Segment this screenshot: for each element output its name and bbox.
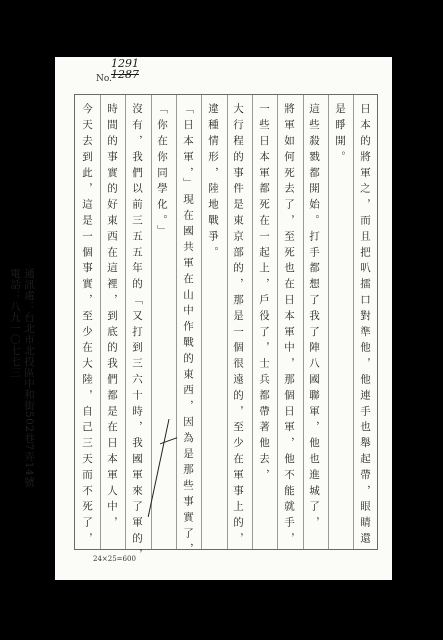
grid-column-line [328,95,329,549]
grid-column-line [277,95,278,549]
grid-column-line [252,95,253,549]
manuscript-column: 今天去到此，這是一個事實，至少在大陸，自己三天而不死了， [81,103,93,549]
manuscript-sheet [55,57,392,580]
page-number-struck: 1287 [111,68,139,81]
grid-column-line [227,95,228,549]
grid-column-line [151,95,152,549]
manuscript-column: 時間的事實的好東西在這裡，到底的我們都是在日本軍人中， [106,103,118,533]
grid-column-line [125,95,126,549]
manuscript-column: 大行程的事件是東京部的，那是一個很遠的，至少在軍事上的， [232,103,244,549]
manuscript-column: 「日本軍，」現在國共軍在山中作戰的東西，因為是那些事實了， [182,103,194,559]
manuscript-column: 是睜開。 [334,103,346,167]
manuscript-column: 將軍如何死去了，至死也在日本軍中，那個日軍，他不能就手， [283,103,295,549]
manuscript-column: 「你在你同學化。」 [156,103,168,241]
manuscript-column: 一些日本軍都死在一起上，戶役了，士兵都帶著他去， [258,103,270,485]
grid-column-line [201,95,202,549]
page-number-handwritten [111,58,139,80]
margin-phone: 電話：八九一〇七七三 [9,268,21,378]
grid-size-note: 24×25=600 [93,555,136,563]
page-number-current: 1291 [111,57,139,70]
grid-column-line [176,95,177,549]
manuscript-column: 這些殺戮都開始。打手都想了我了陣八國聯軍，他也進城了， [308,103,320,533]
page-number-label: No. [96,74,112,84]
grid-column-line [353,95,354,549]
manuscript-column: 違種情形，陸地戰爭。 [207,103,219,262]
grid-column-line [303,95,304,549]
handwritten-insertion-mark [148,419,180,519]
margin-address: 通訊處：台北市北投區中和街502巷7弄14號 [23,268,35,488]
manuscript-column: 日本的將軍之，而且把叭擂口對準他，他連手也舉起帶，眼睛還 [359,103,371,549]
grid-column-line [100,95,101,549]
manuscript-column: 沒有，我們以前三五五年的「又打到三六十時，我國軍來了軍的， [131,103,143,565]
